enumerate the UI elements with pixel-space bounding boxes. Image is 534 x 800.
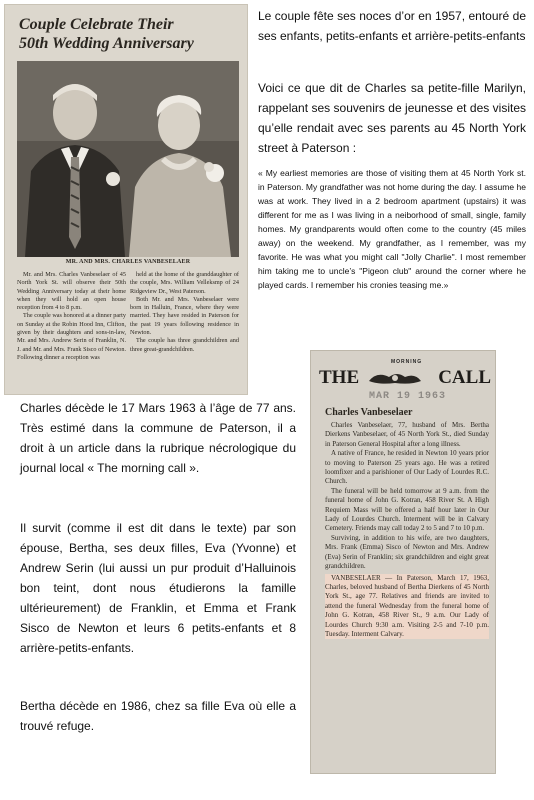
anniversary-paragraph: Both Mr. and Mrs. Vanbeselaer were born in Halluin, France, where they were married. They have resided in Paterson for the past 19 years following residence in Newton. <box>130 295 239 337</box>
anniversary-headline-line1: Couple Celebrate Their <box>19 16 174 33</box>
anniversary-clipping <box>4 4 248 395</box>
obituary-name: Charles Vanbeselaer <box>325 407 413 418</box>
obituary-paragraph: A native of France, he resided in Newton 10 years prior to moving to Paterson 25 years ago. He was a retired loomfixer and a parishioner of Our Lady of Lourdes R.C. Church. <box>325 449 489 486</box>
anniversary-paragraph: The couple has three grandchildren and three great-grandchildren. <box>130 337 239 353</box>
couple-photo-image <box>17 61 239 257</box>
obituary-clipping <box>310 350 496 774</box>
survivors-paragraph: Il survit (comme il est dit dans le texte) par son épouse, Bertha, ses deux filles, Eva (Yvonne) et Andrew Serin (lui aussi un pur produit d’Halluinois bon teint, dont nous étudierons la famille ultérieurement) de Franklin, et Emma et Frank Sisco de Newton et leurs 6 petits-enfants et 8 arrière-petits-enfants. <box>20 521 296 655</box>
obituary-paragraph: The funeral will be held tomorrow at 9 a.m. from the funeral home of John G. Kotran, 458 River St. A High Requiem Mass will be offered a half hour later in Our Lady of Lourdes Church. Interment will be in Calvary Cemetery. Friends may call today 2 to 5 and 7 to 10 p.m. <box>325 486 489 533</box>
death-paragraph: Charles décède le 17 Mars 1963 à l’âge de 77 ans. Très estimé dans la commune de Paterson, il a droit à un article dans la rubrique nécrologique du journal local « The morning call ». <box>20 401 296 475</box>
obituary-paragraph: Charles Vanbeselaer, 77, husband of Mrs. Bertha Dierkens Vanbeselaer, of 45 North York St., died Sunday in Paterson General Hospital after a long illness. <box>325 421 489 448</box>
anniversary-paragraph: The couple was honored at a dinner party on Sunday at the Robin Hood Inn, Clifton, given by their daughters and sons-in-law, Mr. and Mrs. Andrew Serin of Franklin, N. J. and Mr. and Mrs. Frank Sisco of Newton. Following dinner a reception was <box>17 312 126 361</box>
anniversary-headline-line2: 50th Wedding Anniversary <box>19 35 194 52</box>
masthead-the: THE <box>319 367 360 388</box>
anniversary-article <box>17 271 239 389</box>
newspaper-masthead <box>317 359 491 395</box>
intro-paragraph-1: Le couple fête ses noces d’or en 1957, entouré de ses enfants, petits-enfants et arrière-petits-enfants <box>258 9 526 43</box>
funeral-notice: VANBESELAER — In Paterson, March 17, 1963, Charles, beloved husband of Bertha Dierkens of 45 North York St., age 77. Relatives and friends are invited to attend the funeral Wednesday from the funeral home of John G. Kotran, 458 River St., 9 a.m. Our Lady of Lourdes Church 9:30 a.m. Visiting 2-5 and 7-10 p.m. Tuesday. Interment Calvary. <box>325 573 489 638</box>
obituary-text <box>325 407 489 767</box>
anniversary-paragraph: Mr. and Mrs. Charles Vanbeselaer of 45 North York St. will observe their 50th Wedding Anniversary today at their home when they will hold an open house reception from 4 to 8 p.m. <box>17 271 126 312</box>
couple-photo <box>17 61 239 257</box>
anniversary-column-2 <box>130 271 239 389</box>
anniversary-paragraph: held at the home of the granddaughter of the couple, Mrs. William Velleksmp of 24 Ridgeview Dr., West Paterson. <box>130 271 239 295</box>
masthead-call: CALL <box>438 367 491 388</box>
marilyn-quote: « My earliest memories are those of visiting them at 45 North York st. in Paterson. My grandfather was not home during the day. I assume he was at work. They lived in a 2 bedroom apartment (upstairs) it was different for me as I was living in a neiborhood of small, single, family homes. My grandparents would often come to the country (45 miles away) on the weekend. My grandfather, as I remember, was my favorite. He was what you might call "Jolly Charlie". I most remember him taking me to uncle’s "Pigeon club" around the corner where he played cards. I remember his cronies teasing me.» <box>258 168 526 290</box>
intro-paragraph-2: Voici ce que dit de Charles sa petite-fille Marilyn, rappelant ses souvenirs de jeunesse et des visites qu’elle rendait avec ses parents au 45 North York street à Paterson : <box>258 81 526 155</box>
masthead-emblem-icon <box>367 369 423 387</box>
anniversary-column-1 <box>17 271 126 389</box>
anniversary-headline <box>19 15 241 53</box>
date-stamp: MAR 19 1963 <box>369 391 447 402</box>
masthead-morning: MORNING <box>391 359 423 365</box>
obituary-paragraph: Surviving, in addition to his wife, are two daughters, Mrs. Frank (Emma) Sisco of Newton and Mrs. Andrew (Eva) Serin of Franklin; six grandchildren and eight great grandchildren. <box>325 533 489 571</box>
photo-caption: MR. AND MRS. CHARLES VANBESELAER <box>65 259 191 265</box>
bertha-paragraph: Bertha décède en 1986, chez sa fille Eva où elle a trouvé refuge. <box>20 699 296 733</box>
